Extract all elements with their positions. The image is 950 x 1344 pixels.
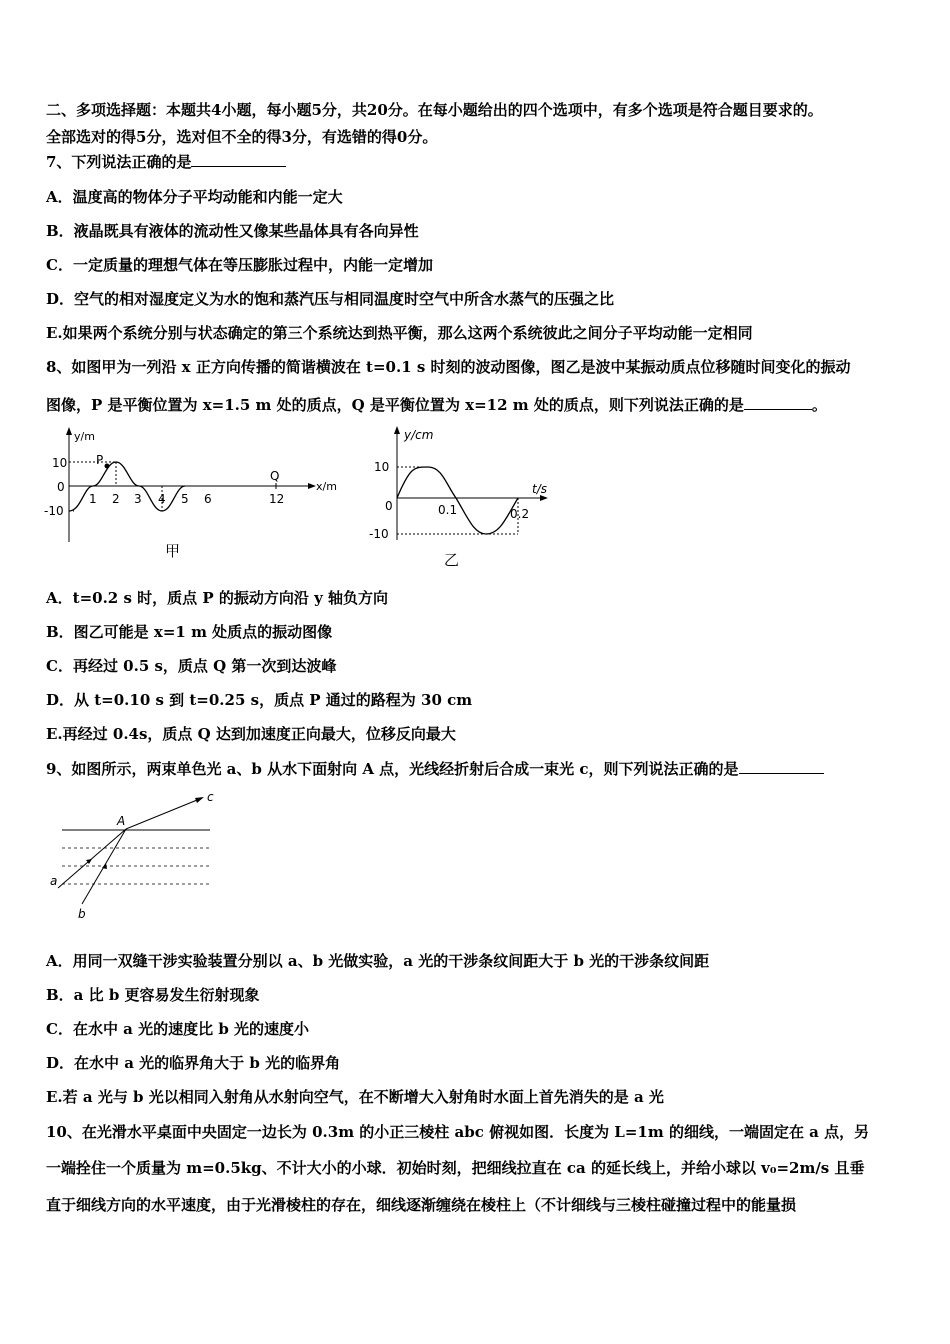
- q9-option-c: C．在水中 a 光的速度比 b 光的速度小: [46, 1020, 310, 1038]
- caption-yi: 乙: [444, 551, 460, 569]
- q8-stem-line2-text: 图像，P 是平衡位置为 x=1.5 m 处的质点，Q 是平衡位置为 x=12 m 处的质点，则下列说法正确的是: [46, 396, 744, 414]
- q7-stem: [46, 152, 286, 172]
- q8-option-a: A．t=0.2 s 时，质点 P 的振动方向沿 y 轴负方向: [46, 589, 389, 607]
- ray-a: [58, 829, 126, 888]
- q9-option-a: A．用同一双缝干涉实验装置分别以 a、b 光做实验，a 光的干涉条纹间距大于 b 光的干涉条纹间距: [46, 952, 710, 970]
- ray-c-arrow: [195, 797, 204, 803]
- y-axis-label: y/cm: [404, 428, 434, 442]
- q7-option-c: C．一定质量的理想气体在等压膨胀过程中，内能一定增加: [46, 256, 433, 274]
- vibration-curve: [397, 467, 518, 534]
- x-tick-4: 4: [158, 492, 166, 506]
- section-scoring: 全部选对的得5分，选对但不全的得3分，有选错的得0分。: [46, 128, 438, 146]
- q10-line1: 10、在光滑水平桌面中央固定一边长为 0.3m 的小正三棱柱 abc 俯视如图．长度为 L=1m 的细线，一端固定在 a 点，另: [46, 1123, 870, 1141]
- x-axis-label: x/m: [316, 480, 337, 493]
- q9-stem: [46, 759, 824, 779]
- q8-option-e: E.再经过 0.4s，质点 Q 达到加速度正向最大，位移反向最大: [46, 725, 456, 743]
- q9-stem-text: 9、如图所示，两束单色光 a、b 从水下面射向 A 点，光线经折射后合成一束光 c，则下列说法正确的是: [46, 760, 739, 778]
- ray-b-arrow: [102, 863, 107, 869]
- ray-c: [126, 798, 202, 829]
- q8-option-c: C．再经过 0.5 s，质点 Q 第一次到达波峰: [46, 657, 337, 675]
- point-p-label: P: [96, 453, 104, 467]
- q7-option-b: B．液晶既具有液体的流动性又像某些晶体具有各向异性: [46, 222, 419, 240]
- q7-option-e: E.如果两个系统分别与状态确定的第三个系统达到热平衡，那么这两个系统彼此之间分子平均动能一定相同: [46, 324, 753, 342]
- x-tick-3: 3: [134, 492, 142, 506]
- x-tick-2: 2: [112, 492, 120, 506]
- q7-option-a: A．温度高的物体分子平均动能和内能一定大: [46, 188, 343, 206]
- y-axis-label: y/m: [74, 430, 95, 443]
- y-axis-arrow: [394, 426, 400, 434]
- answer-blank: [744, 395, 812, 410]
- refraction-figure: [44, 788, 224, 924]
- q7-option-d: D．空气的相对湿度定义为水的饱和蒸汽压与相同温度时空气中所含水蒸气的压强之比: [46, 290, 615, 308]
- y-tick-0: 0: [385, 499, 393, 513]
- q8-stem-line1: 8、如图甲为一列沿 x 正方向传播的简谐横波在 t=0.1 s 时刻的波动图像，图乙是波中某振动质点位移随时间变化的振动: [46, 358, 851, 376]
- x-tick-0-2: 0.2: [510, 507, 530, 521]
- point-p-dot: [105, 464, 110, 469]
- answer-blank: [739, 759, 824, 774]
- x-tick-0-1: 0.1: [438, 503, 458, 517]
- q10-line2: 一端拴住一个质量为 m=0.5kg、不计大小的小球．初始时刻，把细线拉直在 ca 的延长线上，并给小球以 v₀=2m/s 且垂: [46, 1159, 865, 1177]
- x-axis-arrow: [308, 483, 316, 489]
- q9-option-b: B．a 比 b 更容易发生衍射现象: [46, 986, 260, 1004]
- q8-option-d: D．从 t=0.10 s 到 t=0.25 s，质点 P 通过的路程为 30 cm: [46, 691, 473, 709]
- caption-jia: 甲: [165, 542, 181, 560]
- x-tick-1: 1: [89, 492, 97, 506]
- vibration-graph-yi: [364, 422, 564, 570]
- q10-line3: 直于细线方向的水平速度，由于光滑棱柱的存在，细线逐渐缠绕在棱柱上（不计细线与三棱柱碰撞过程中的能量损: [46, 1196, 797, 1214]
- q9-option-d: D．在水中 a 光的临界角大于 b 光的临界角: [46, 1054, 341, 1072]
- x-tick-12: 12: [269, 492, 285, 506]
- q7-stem-text: 7、下列说法正确的是: [46, 153, 192, 171]
- label-a: a: [50, 874, 58, 888]
- q8-option-b: B．图乙可能是 x=1 m 处质点的振动图像: [46, 623, 333, 641]
- answer-blank: [191, 152, 286, 167]
- q8-stem-end: 。: [811, 396, 827, 414]
- point-q-label: Q: [270, 469, 280, 483]
- y-tick-0: 0: [57, 480, 65, 494]
- y-axis-arrow: [66, 427, 72, 435]
- label-b: b: [78, 907, 86, 921]
- q9-option-e: E.若 a 光与 b 光以相同入射角从水射向空气，在不断增大入射角时水面上首先消失的是 a 光: [46, 1088, 664, 1106]
- label-c: c: [207, 790, 214, 804]
- section-title: 二、多项选择题：本题共4小题，每小题5分，共20分。在每小题给出的四个选项中，有多个选项是符合题目要求的。: [46, 101, 823, 119]
- y-tick-10: 10: [374, 460, 390, 474]
- q8-stem-line2: [46, 395, 827, 415]
- x-tick-5: 5: [181, 492, 189, 506]
- x-axis-label: t/s: [532, 482, 547, 496]
- y-tick-10: 10: [52, 456, 68, 470]
- y-tick-neg10: -10: [44, 504, 64, 518]
- y-tick-neg10: -10: [369, 527, 389, 541]
- label-point-a: A: [117, 814, 126, 828]
- wave-graph-jia: [44, 422, 344, 564]
- x-tick-6: 6: [204, 492, 212, 506]
